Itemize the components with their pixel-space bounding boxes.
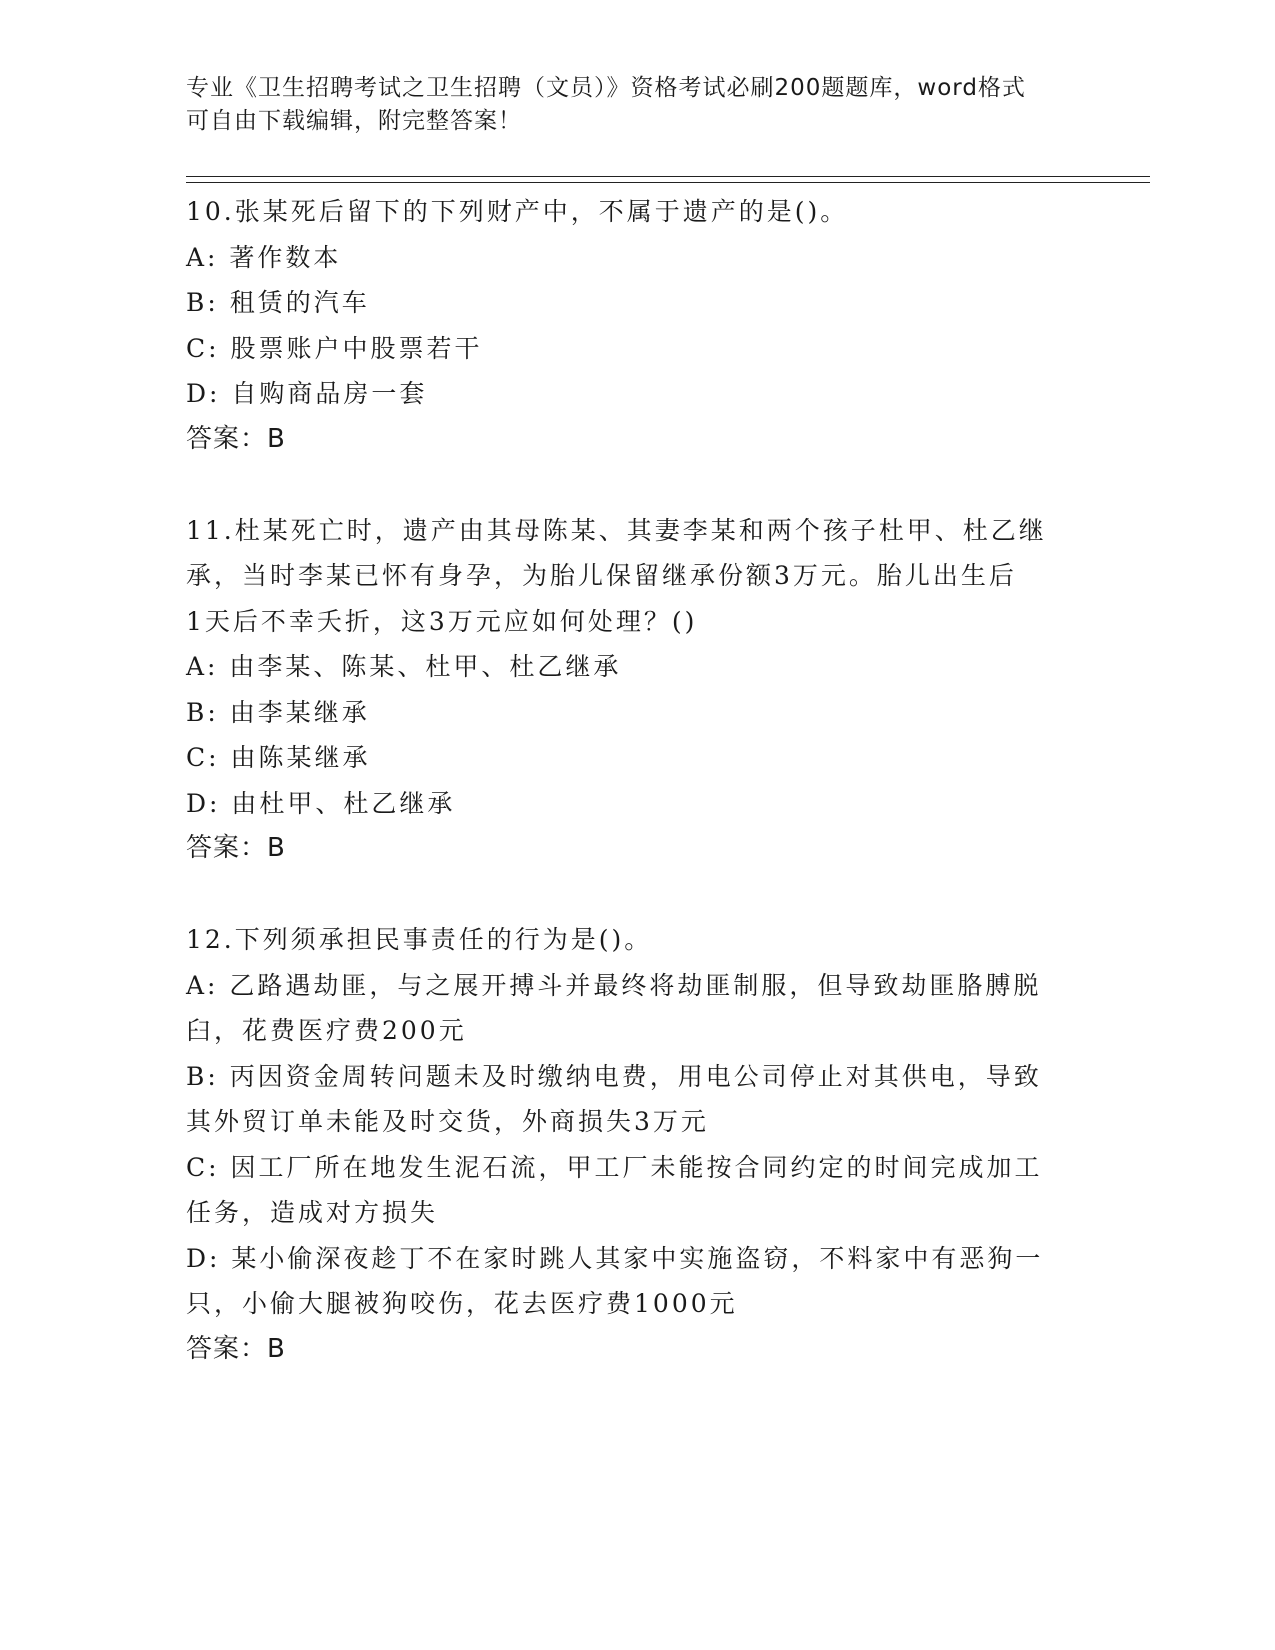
option-c: C: 由陈某继承 [186,743,371,772]
answer: 答案：B [186,833,286,863]
option-d: D: 自购商品房一套 [186,379,428,408]
answer: 答案：B [186,423,286,454]
question-stem-line-2: 承，当时李某已怀有身孕，为胎儿保留继承份额3万元。胎儿出生后 [186,561,1017,590]
option-c-line-1: C: 因工厂所在地发生泥石流，甲工厂未能按合同约定的时间完成加工 [186,1152,1043,1182]
option-a: A: 由李某、陈某、杜甲、杜乙继承 [186,652,622,681]
header-line-1: 专业《卫生招聘考试之卫生招聘（文员）》资格考试必刷200题题库，word格式 [186,75,1026,101]
answer: 答案：B [186,1333,286,1364]
option-d: D: 由杜甲、杜乙继承 [186,788,456,818]
header-line-2: 可自由下载编辑，附完整答案！ [186,108,522,134]
question-list [186,189,1086,1372]
question-12 [186,917,1086,1372]
option-b: B: 租赁的汽车 [186,288,370,317]
question-11 [186,508,1086,872]
option-c-line-2: 任务，造成对方损失 [186,1198,439,1227]
question-stem: 10.张某死后留下的下列财产中，不属于遗产的是()。 [186,197,849,226]
question-spacer [186,872,1086,918]
document-header [186,72,1086,138]
option-c: C: 股票账户中股票若干 [186,333,483,363]
option-a: A: 著作数本 [186,242,342,272]
option-d-line-2: 只，小偷大腿被狗咬伤，花去医疗费1000元 [186,1289,738,1318]
option-b: B: 由李某继承 [186,697,370,727]
question-10 [186,189,1086,462]
option-d-line-1: D: 某小偷深夜趁丁不在家时跳人其家中实施盗窃，不料家中有恶狗一 [186,1243,1044,1273]
option-b-line-1: B: 丙因资金周转问题未及时缴纳电费，用电公司停止对其供电，导致 [186,1061,1042,1091]
question-stem: 12.下列须承担民事责任的行为是()。 [186,925,653,954]
question-spacer [186,462,1086,508]
option-a-line-1: A: 乙路遇劫匪，与之展开搏斗并最终将劫匪制服，但导致劫匪胳膊脱 [186,970,1042,1000]
question-stem-line-3: 1天后不幸夭折，这3万元应如何处理？() [186,606,698,636]
question-stem-line-1: 11.杜某死亡时，遗产由其母陈某、其妻李某和两个孩子杜甲、杜乙继 [186,515,1047,545]
header-rule-bottom [186,182,1150,183]
option-b-line-2: 其外贸订单未能及时交货，外商损失3万元 [186,1107,709,1136]
header-rule-top [186,176,1150,177]
option-a-line-2: 臼，花费医疗费200元 [186,1016,467,1045]
